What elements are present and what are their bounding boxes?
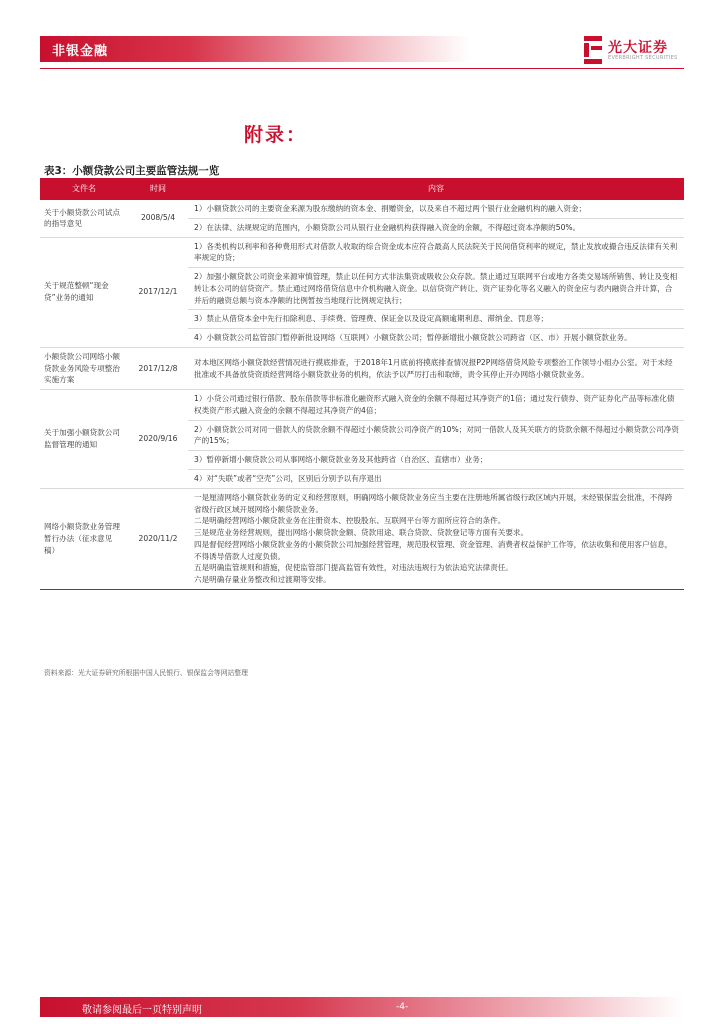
- regulation-item: 1）各类机构以利率和各种费用形式对借款人收取的综合资金成本应符合最高人民法院关于民间借贷利率的规定，禁止发放或撮合违反法律有关利率规定的贷；: [188, 237, 684, 268]
- regulation-item: 3）禁止从借贷本金中先行扣除利息、手续费、管理费、保证金以及设定高额逾期利息、滞纳金、罚息等；: [188, 310, 684, 329]
- regulation-item: 五是明确监管规则和措施，促使监管部门提高监管有效性，对违法违规行为依法追究法律责任。: [194, 563, 513, 573]
- company-logo: [584, 36, 694, 66]
- table-row: [40, 347, 684, 389]
- regulation-date: 2017/12/1: [128, 237, 188, 347]
- regulation-item: 三是规范业务经营规则，提出网络小额贷款金额、贷款用途、联合贷款、贷款登记等方面有关要求。: [194, 528, 529, 538]
- regulation-item: 二是明确经营网络小额贷款业务在注册资本、控股股东、互联网平台等方面所应符合的条件。: [194, 516, 506, 526]
- appendix-title: 附录：: [244, 124, 308, 146]
- regulations-table: [40, 178, 684, 590]
- regulation-name: 关于规范整顿“现金贷”业务的通知: [40, 237, 128, 347]
- section-title: 非银金融: [52, 44, 109, 59]
- regulation-date: 2020/11/2: [128, 488, 188, 589]
- regulation-item: 1）小额贷款公司的主要资金来源为股东缴纳的资本金、捐赠资金，以及来自不超过两个银行业金融机构的融入资金；: [188, 200, 684, 218]
- regulation-name: 小额贷款公司网络小额贷款业务风险专项整治实施方案: [40, 347, 128, 389]
- regulation-item: 4）对“失联”或者“空壳”公司，区别后分别予以有序退出: [188, 470, 684, 489]
- column-header-content: 内容: [188, 178, 684, 200]
- page-number: -4-: [396, 1002, 409, 1012]
- regulation-date: 2020/9/16: [128, 390, 188, 489]
- column-header-name: 文件名: [40, 178, 128, 200]
- table-caption: 表3：小额贷款公司主要监管法规一览: [44, 165, 220, 177]
- logo-mark-icon: [584, 36, 602, 64]
- table-row: [40, 200, 684, 218]
- logo-subtitle: EVERBRIGHT SECURITIES: [608, 55, 678, 61]
- regulation-name: 网络小额贷款业务管理暂行办法（征求意见稿）: [40, 488, 128, 589]
- regulation-name: 关于加强小额贷款公司监督管理的通知: [40, 390, 128, 489]
- regulation-item: 六是明确存量业务整改和过渡期等安排。: [194, 575, 331, 585]
- regulation-name: 关于小额贷款公司试点的指导意见: [40, 200, 128, 237]
- regulation-item: 对本地区网络小额贷款经营情况进行摸底排查，于2018年1月底前将摸底排查情况报P2P网络借贷风险专项整治工作领导小组办公室。对于未经批准或不具备放贷资质经营网络小额贷款业务的机构，依法予以严厉打击和取缔，责令其停止开办网络小额贷款业务。: [188, 347, 684, 389]
- regulation-item: 3）暂停新增小额贷款公司从事网络小额贷款业务及其他跨省（自治区、直辖市）业务；: [188, 451, 684, 470]
- table-row: [40, 390, 684, 421]
- regulation-item-list: [188, 488, 684, 589]
- header-divider: [40, 68, 684, 69]
- table-header-row: [40, 178, 684, 200]
- regulation-item: 2）在法律、法规规定的范围内，小额贷款公司从银行业金融机构获得融入资金的余额，不得超过资本净额的50%。: [188, 218, 684, 237]
- column-header-date: 时间: [128, 178, 188, 200]
- regulation-date: 2008/5/4: [128, 200, 188, 237]
- source-note: 资料来源：光大证券研究所根据中国人民银行、银保监会等网站整理: [44, 669, 248, 677]
- regulation-item: 一是厘清网络小额贷款业务的定义和经营原则，明确网络小额贷款业务应当主要在注册地所属省级行政区域内开展，未经银保监会批准，不得跨省级行政区域开展网络小额贷款业务。: [194, 492, 673, 514]
- table-row: [40, 237, 684, 268]
- footer-disclaimer: 敬请参阅最后一页特别声明: [82, 1005, 202, 1016]
- logo-name: 光大证券: [608, 40, 668, 56]
- regulation-item: 四是督促经营网络小额贷款业务的小额贷款公司加强经营管理，规范股权管理、资金管理、消费者权益保护工作等，依法收集和使用客户信息，不得诱导借款人过度负债。: [194, 539, 673, 561]
- regulation-item: 1）小贷公司通过银行借款、股东借款等非标准化融资形式融入资金的余额不得超过其净资产的1倍；通过发行债券、资产证券化产品等标准化债权类资产形式融入资金的余额不得超过其净资产的4倍；: [188, 390, 684, 421]
- regulation-item: 2）加强小额贷款公司资金来源审慎管理，禁止以任何方式非法集资或吸收公众存款。禁止通过互联网平台或地方各类交易场所销售、转让及变相转让本公司的信贷资产。禁止通过网络借贷信息中介机构融入资金。以信贷资产转让、资产证券化等名义融入的资金应与表内融资合并计算，合并后的融资总额与资本净额的比例暂按当地现行比例规定执行；: [188, 268, 684, 310]
- table-row: [40, 488, 684, 589]
- regulation-item: 4）小额贷款公司监管部门暂停新批设网络（互联网）小额贷款公司；暂停新增批小额贷款公司跨省（区、市）开展小额贷款业务。: [188, 329, 684, 348]
- regulation-date: 2017/12/8: [128, 347, 188, 389]
- regulation-item: 2）小额贷款公司对同一借款人的贷款余额不得超过小额贷款公司净资产的10%；对同一借款人及其关联方的贷款余额不得超过小额贷款公司净资产的15%；: [188, 420, 684, 451]
